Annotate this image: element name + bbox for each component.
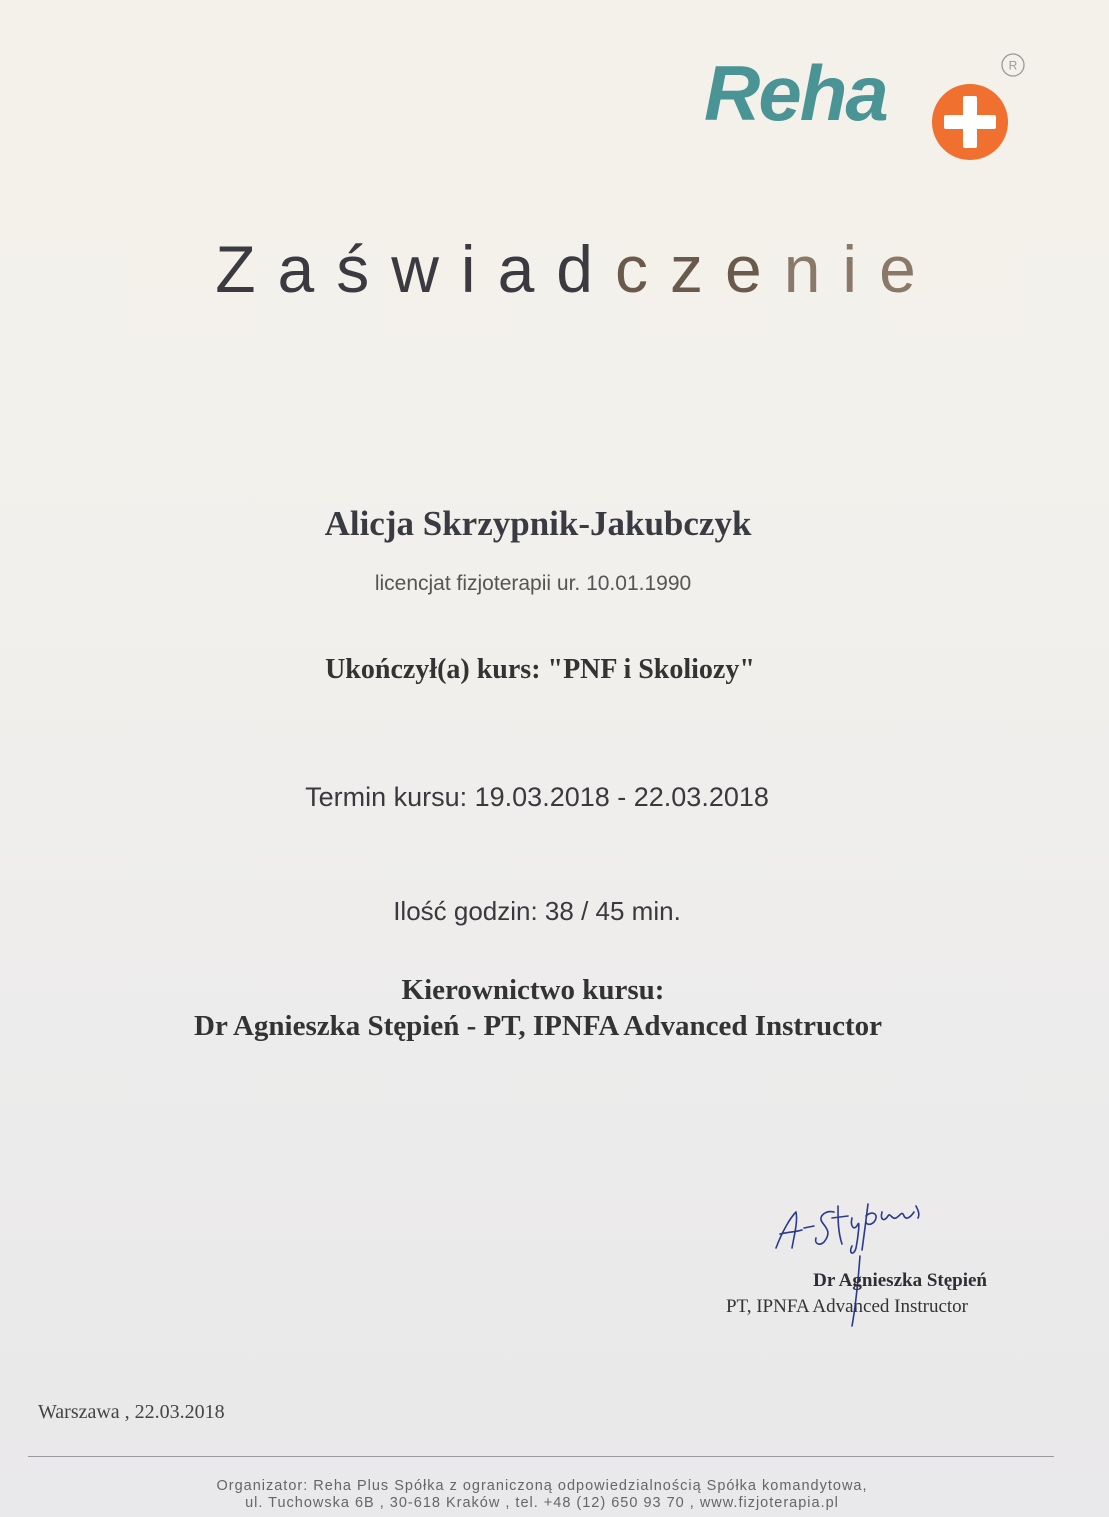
recipient-name: Alicja Skrzypnik-Jakubczyk: [324, 504, 752, 543]
registered-trademark-icon: [1000, 52, 1026, 78]
footer-organizer: Organizator: Reha Plus Spółka z ograniczoną odpowiedzialnością Spółka komandytowa,: [216, 1478, 868, 1494]
signatory-title: PT, IPNFA Advanced Instructor: [725, 1296, 968, 1317]
course-leadership-label: Kierownictwo kursu:: [401, 974, 665, 1006]
reha-plus-logo: [702, 48, 1042, 158]
svg-text:R: R: [1008, 58, 1018, 73]
footer-divider: [28, 1456, 1054, 1457]
certificate-title: Zaświadczenie: [215, 232, 938, 306]
place-and-date: Warszawa , 22.03.2018: [38, 1401, 225, 1423]
footer-address: ul. Tuchowska 6B , 30-618 Kraków , tel. +48 (12) 650 93 70 , www.fizjoterapia.pl: [245, 1495, 839, 1511]
course-leadership-name: Dr Agnieszka Stępień - PT, IPNFA Advanced Instructor: [194, 1010, 882, 1042]
signatory-name: Dr Agnieszka Stępień: [813, 1270, 987, 1291]
recipient-subtitle: licencjat fizjoterapii ur. 10.01.1990: [374, 572, 692, 595]
logo-wordmark: Reha: [704, 49, 887, 137]
course-hours: Ilość godzin: 38 / 45 min.: [393, 896, 681, 926]
course-term: Termin kursu: 19.03.2018 - 22.03.2018: [305, 782, 769, 812]
course-completed: Ukończył(a) kurs: "PNF i Skoliozy": [325, 654, 755, 685]
plus-circle-icon: [928, 80, 1012, 164]
